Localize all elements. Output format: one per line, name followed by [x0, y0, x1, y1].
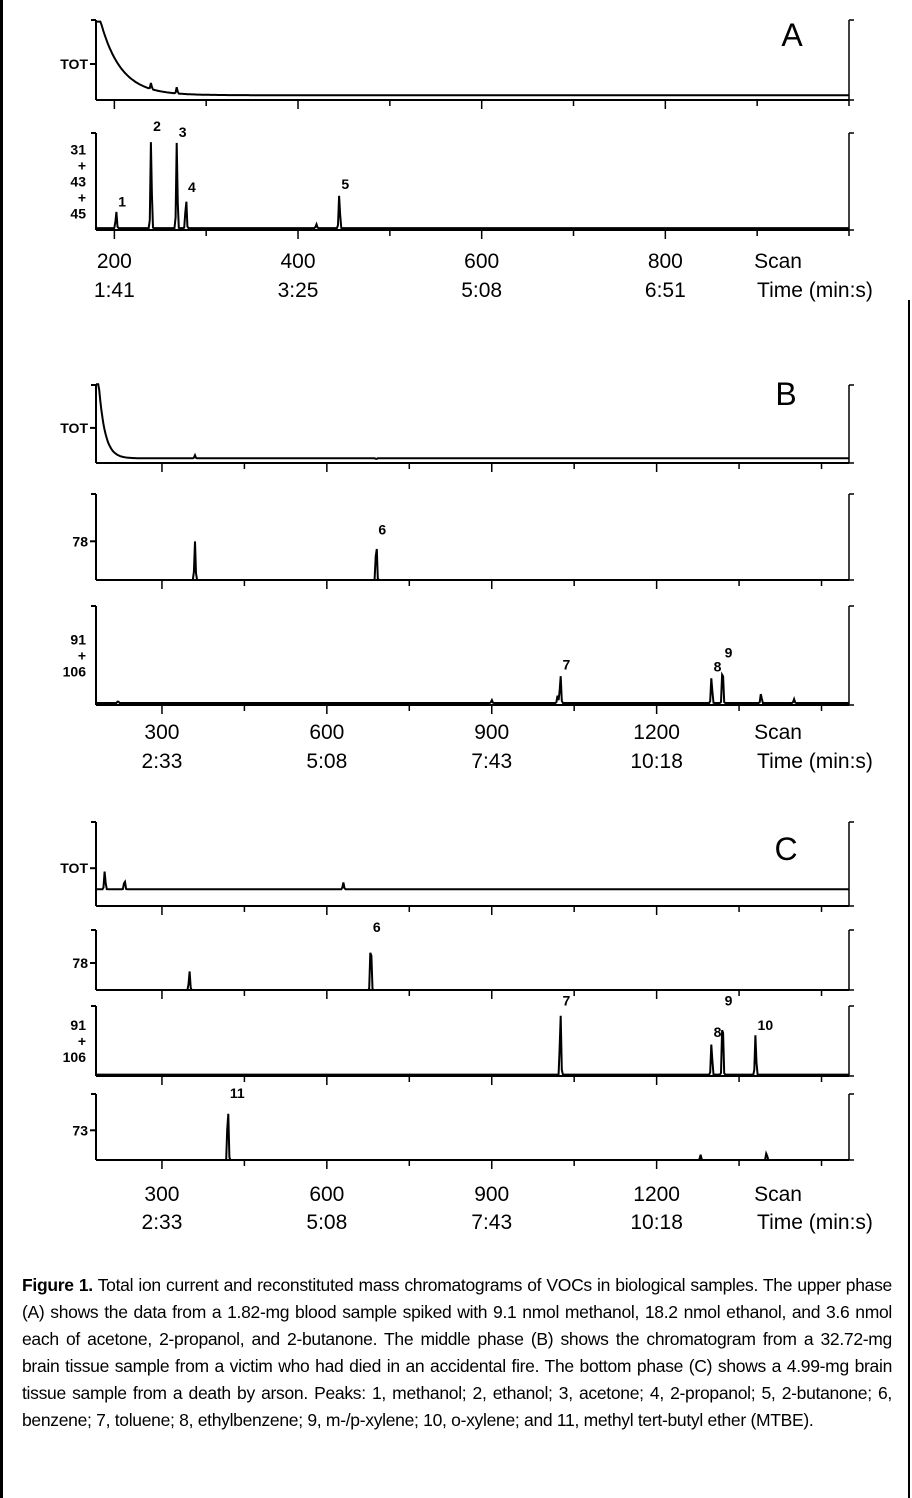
panel-b — [60, 376, 873, 773]
scan-tick-label: 800 — [647, 250, 683, 273]
channel-label: + — [77, 157, 86, 174]
x-axis-label-time: Time (min:s) — [757, 1211, 873, 1234]
time-tick-label: 5:08 — [306, 1211, 348, 1234]
scan-tick-label: 400 — [280, 250, 316, 273]
trace-c-2 — [63, 993, 854, 1086]
scan-tick-label: 1200 — [633, 721, 680, 744]
trace-a-1 — [70, 118, 854, 239]
x-axis-label-time: Time (min:s) — [757, 750, 873, 773]
time-tick-label: 5:08 — [461, 279, 503, 302]
channel-label: + — [77, 189, 86, 206]
peak-label-9: 9 — [724, 644, 733, 661]
trace-c-0 — [60, 822, 854, 915]
channel-label: 43 — [70, 173, 86, 190]
peak-label-10: 10 — [757, 1017, 774, 1033]
scan-tick-label: 300 — [144, 1183, 180, 1206]
channel-label: 31 — [70, 141, 86, 158]
time-tick-label: 2:33 — [141, 750, 183, 773]
caption-title: Figure 1. — [22, 1275, 93, 1295]
time-tick-label: 6:51 — [644, 279, 686, 302]
x-axis-label-scan: Scan — [754, 1183, 802, 1206]
channel-label: 78 — [72, 533, 88, 550]
time-tick-label: 2:33 — [141, 1211, 183, 1234]
trace-line — [96, 872, 849, 890]
trace-line — [96, 675, 849, 703]
peak-label-6: 6 — [378, 521, 387, 538]
panel-letter-b: B — [775, 376, 797, 412]
scan-tick-label: 900 — [474, 1183, 510, 1206]
channel-label: 73 — [72, 1122, 88, 1139]
trace-b-2 — [63, 606, 854, 714]
time-tick-label: 5:08 — [306, 750, 348, 773]
trace-c-3 — [72, 1085, 854, 1169]
peak-label-2: 2 — [153, 117, 161, 134]
channel-label: + — [77, 647, 86, 664]
panel-letter-c: C — [774, 831, 798, 867]
time-tick-label: 10:18 — [630, 1211, 683, 1234]
figure-caption — [22, 1272, 892, 1434]
time-tick-label: 3:25 — [277, 279, 319, 302]
channel-label: 78 — [72, 955, 88, 971]
trace-a-0 — [60, 20, 854, 109]
scan-tick-label: 300 — [144, 721, 180, 744]
peak-label-8: 8 — [713, 1024, 722, 1040]
channel-label: TOT — [60, 860, 88, 877]
trace-line — [96, 541, 849, 580]
trace-line — [96, 953, 849, 990]
trace-line — [96, 22, 849, 96]
channel-label: 45 — [70, 205, 86, 222]
channel-label: TOT — [60, 419, 88, 436]
peak-label-4: 4 — [187, 179, 196, 196]
peak-label-8: 8 — [713, 658, 722, 675]
peak-label-7: 7 — [562, 992, 571, 1009]
trace-line — [96, 142, 849, 228]
trace-line — [96, 1016, 849, 1075]
channel-label: 91 — [70, 1017, 86, 1033]
trace-c-1 — [72, 919, 854, 999]
trace-b-1 — [72, 494, 854, 589]
time-tick-label: 10:18 — [630, 750, 683, 773]
trace-line — [96, 384, 849, 459]
channel-label: 91 — [70, 631, 86, 648]
channel-label: + — [77, 1033, 86, 1049]
panel-c — [60, 822, 873, 1234]
time-tick-label: 7:43 — [471, 1211, 513, 1234]
peak-label-6: 6 — [372, 919, 381, 935]
peak-label-3: 3 — [178, 123, 187, 140]
channel-label: 106 — [62, 1049, 86, 1065]
scan-tick-label: 600 — [464, 250, 500, 273]
trace-line — [96, 1114, 849, 1160]
scan-tick-label: 600 — [309, 1183, 345, 1206]
scan-tick-label: 600 — [309, 721, 345, 744]
peak-label-5: 5 — [341, 176, 350, 193]
time-tick-label: 7:43 — [471, 750, 513, 773]
trace-b-0 — [60, 384, 854, 472]
scan-tick-label: 1200 — [633, 1183, 680, 1206]
caption-text: Total ion current and reconstituted mass chromatograms of VOCs in biological samples. The upper phase (A) shows the data from a 1.82-mg blood sample spiked with 9.1 nmol methanol, 18.2 nmol ethanol, and 3.6 nmol each of acetone, 2-propanol, and 2-butanone. The middle phase (B) shows the chromatogram from a 32.72-mg brain tissue sample from a victim who had died in an accidental fire. The bottom phase (C) shows a 4.99-mg brain tissue sample from a death by arson. Peaks: 1, methanol; 2, ethanol; 3, acetone; 4, 2-propanol; 5, 2-butanone; 6, benzene; 7, toluene; 8, ethylbenzene; 9, m-/p-xylene; 10, o-xylene; and 11, methyl tert-butyl ether (MTBE). — [22, 1275, 892, 1430]
peak-label-11: 11 — [229, 1084, 245, 1101]
peak-label-9: 9 — [724, 992, 733, 1009]
x-axis-label-scan: Scan — [754, 721, 802, 744]
scan-tick-label: 900 — [474, 721, 510, 744]
peak-label-7: 7 — [562, 656, 571, 673]
panel-letter-a: A — [781, 17, 803, 53]
scan-tick-label: 200 — [96, 250, 132, 273]
channel-label: TOT — [60, 56, 88, 72]
panel-a — [60, 17, 873, 302]
x-axis-label-time: Time (min:s) — [757, 279, 873, 302]
time-tick-label: 1:41 — [93, 279, 135, 302]
x-axis-label-scan: Scan — [754, 250, 802, 273]
channel-label: 106 — [62, 663, 86, 680]
peak-label-1: 1 — [118, 193, 126, 210]
